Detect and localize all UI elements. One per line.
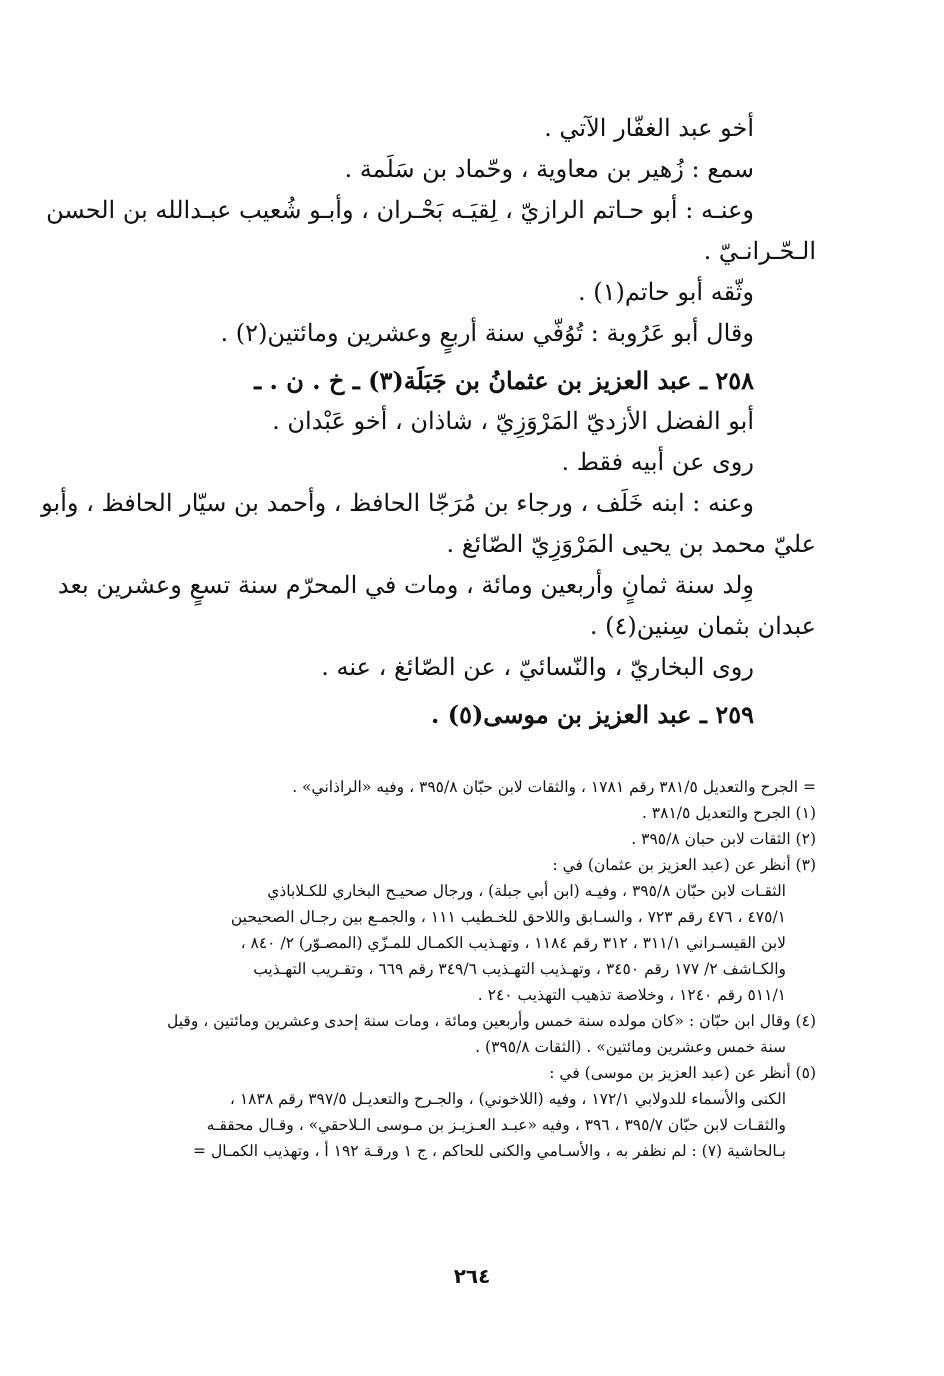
text-line: الـحّـرانـيّ .	[703, 237, 816, 265]
footnote-line: الثقـات لابن حبّان ٣٩٥/٨ ، وفيـه (ابن أبي جبلة) ، ورجال صحيـح البخاري للكـلاباذي	[267, 882, 786, 900]
text-line: عبدان بثمان سِنين(٤) .	[589, 612, 816, 640]
text-line: وِلد سنة ثمانٍ وأربعين ومائة ، ومات في المحرّم سنة تسعٍ وعشرين بعد	[57, 571, 754, 599]
footnote-line: ٥١١/١ رقم ١٢٤٠ ، وخلاصة تذهيب التهذيب ٢٤٠ .	[477, 986, 786, 1004]
text-line: وثّقه أبو حاتم(١) .	[578, 278, 754, 306]
text-line: روى البخاريّ ، والنّسائيّ ، عن الصّائغ ، عنه .	[321, 653, 754, 681]
text-line: أخو عبد الغفّار الآتي .	[544, 114, 754, 142]
footnote-line: الكنى والأسماء للدولابي ١٧٢/١ ، وفيه (اللاخوني) ، والجـرح والتعديـل ٣٩٧/٥ رقم ١٨٣٨ ،	[229, 1090, 786, 1108]
text-line: وعنه : ابنه خَلَف ، ورجاء بن مُرَجّا الحافظ ، وأحمد بن سيّار الحافظ ، وأبو	[41, 489, 754, 517]
text-line: عليّ محمد بن يحيى المَرْوَزِيّ الصّائغ .	[446, 530, 816, 558]
page-number: ٢٦٤	[453, 1264, 491, 1288]
footnote-line: سنة خمس وعشرين ومائتين» . (الثقات ٣٩٥/٨) .	[475, 1038, 786, 1056]
footnote-line: ٤٧٥/١ ، ٤٧٦ رقم ٧٢٣ ، والسـابق واللاحق للخـطيب ١١١ ، والجمـع بين رجـال الصحيحين	[230, 908, 786, 926]
footnote-line: (٢) الثقات لابن حبان ٣٩٥/٨ .	[631, 830, 816, 848]
footnote-line: والكـاشف ٢/ ١٧٧ رقم ٣٤٥٠ ، وتهـذيب التهـذيب ٣٤٩/٦ رقم ٦٦٩ ، وتقـريب التهـذيب	[253, 960, 786, 978]
text-line: أبو الفضل الأزديّ المَرْوَزِيّ ، شاذان ، أخو عَبْدان .	[272, 407, 754, 435]
footnote-line: (٤) وقال ابن حبّان : «كان مولده سنة خمس وأربعين ومائة ، ومات سنة إحدى وعشرين ومائتين ، وقيل	[167, 1012, 816, 1030]
text-line: سمع : زُهير بن معاوية ، وحّماد بن سَلَمة .	[344, 155, 754, 183]
footnotes	[116, 774, 816, 1164]
text-line: وقال أبو عَرُوبة : تُوُفّي سنة أربعٍ وعشرين ومائتين(٢) .	[220, 319, 754, 347]
footnote-line: (١) الجرح والتعديل ٣٨١/٥ .	[641, 804, 816, 822]
main-text	[41, 108, 816, 735]
footnote-line: لابن القيسـراني ٣١١/١ ، ٣١٢ رقم ١١٨٤ ، وتهـذيب الكمـال للمـزّي (المصـوّر) ٢/ ٨٤٠ ،	[240, 934, 786, 952]
text-line: ٢٥٩ ـ عبد العزيز بن موسى(٥) .	[430, 700, 754, 729]
text-line: وعنـه : أبو حـاتم الرازيّ ، لِقيَـه بَحْـران ، وأبـو شُعيب عبـدالله بن الحسن	[46, 196, 754, 224]
text-line: روى عن أبيه فقط .	[561, 448, 754, 476]
footnote-line: (٣) أنظر عن (عبد العزيز بن عثمان) في :	[552, 856, 816, 874]
footnote-line: بـالحاشية (٧) : لم نظفر به ، والأسـامي والكنى للحاكم ، ج ١ ورقـة ١٩٢ أ ، وتهذيب الكمـال =	[193, 1142, 786, 1160]
footnote-separator	[126, 764, 816, 765]
footnote-line: = الجرح والتعديل ٣٨١/٥ رقم ١٧٨١ ، والثقات لابن حبّان ٣٩٥/٨ ، وفيه «الراذاني» .	[292, 778, 816, 796]
footnote-line: (٥) أنظر عن (عبد العزيز بن موسى) في :	[549, 1064, 816, 1082]
footnote-line: والثقـات لابن حبّان ٣٩٥/٧ ، ٣٩٦ ، وفيه «عبـد العـزيـز بن مـوسى الـلاحقي» ، وقـال محققـه	[206, 1116, 786, 1134]
text-line: ٢٥٨ ـ عبد العزيز بن عثمانُ بن جَبَلَة(٣) ـ خ . ن . ـ	[254, 366, 754, 395]
